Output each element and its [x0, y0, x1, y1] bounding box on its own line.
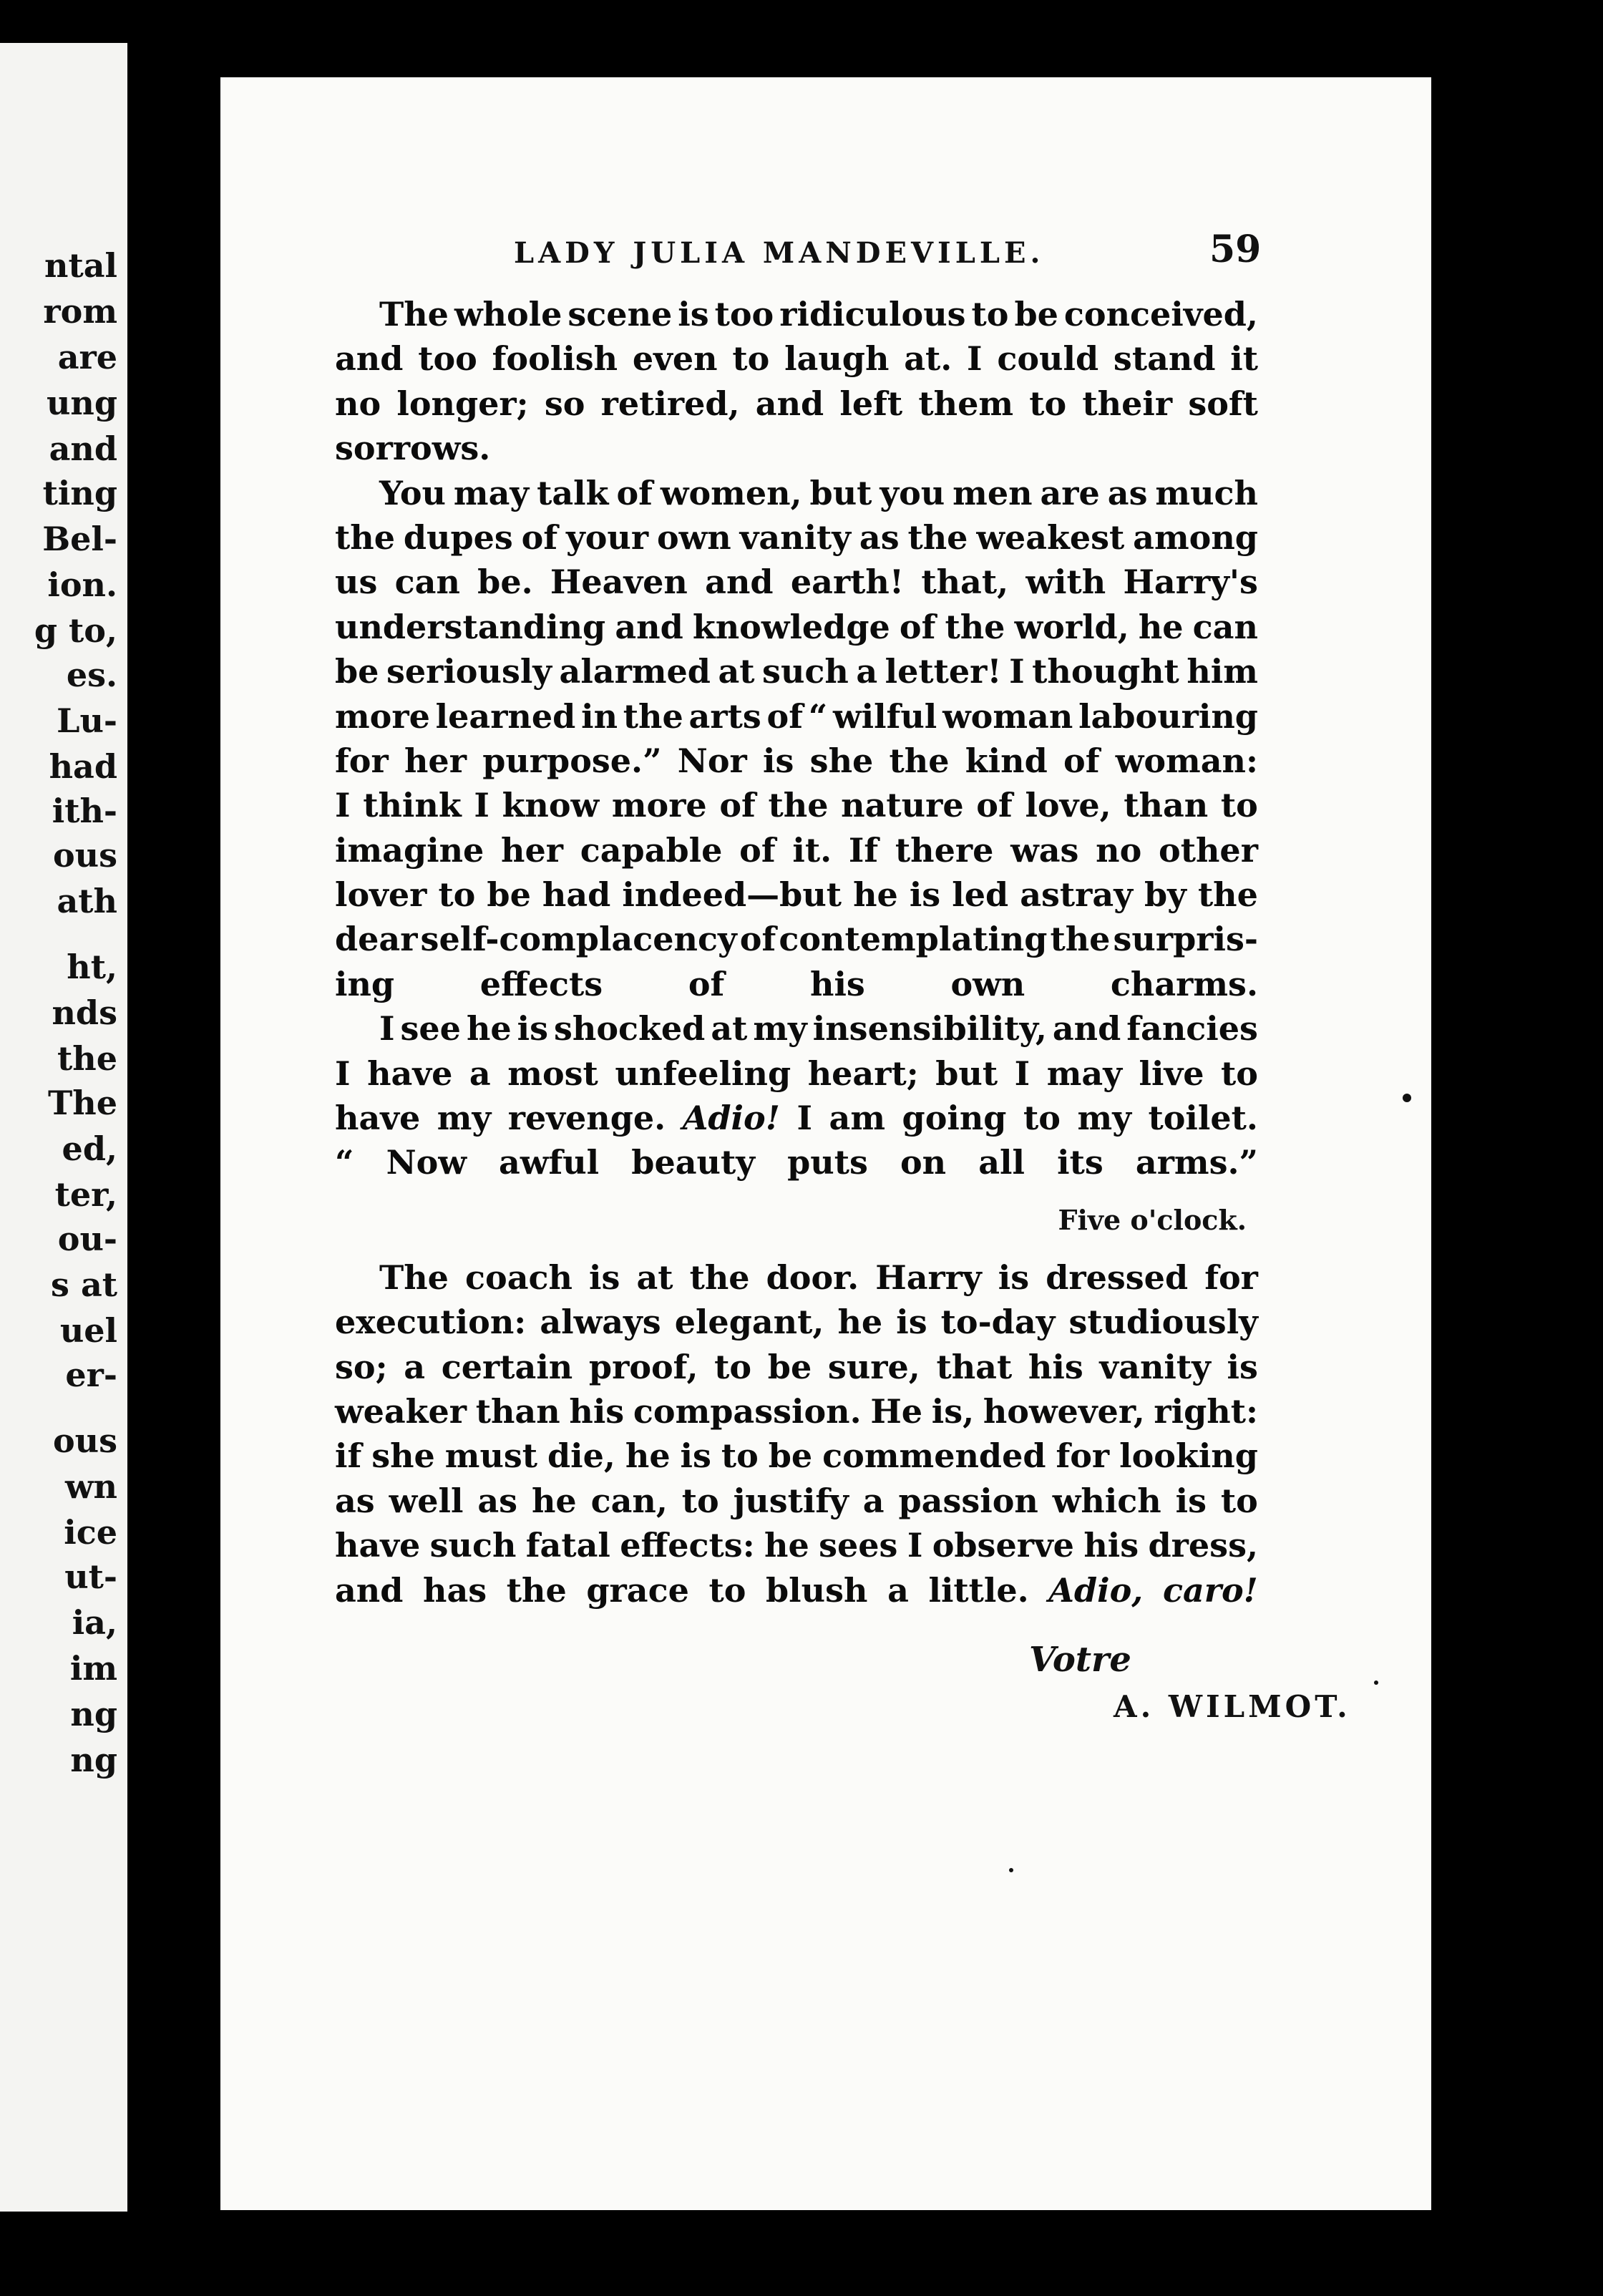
paragraph: [335, 1006, 1258, 1185]
book-page: [220, 77, 1431, 2210]
facing-page-text-fragment: ith-: [52, 792, 117, 830]
facing-page-text-fragment: nds: [52, 993, 117, 1032]
facing-page-text-fragment: The: [48, 1084, 117, 1122]
paragraph: [335, 471, 1258, 1007]
time-heading: Five o'clock.: [1058, 1203, 1247, 1236]
facing-page-text-fragment: ut-: [64, 1557, 117, 1596]
text-line: I think I know more of the nature of love, than to: [335, 786, 1258, 825]
text-line: ing effects of his own charms.: [335, 964, 1258, 1003]
facing-page-text-fragment: ia,: [72, 1603, 117, 1642]
facing-page-text-fragment: g to,: [34, 611, 117, 650]
text-line: imagine her capable of it. If there was no other: [335, 830, 1258, 870]
ink-speck: [1374, 1680, 1378, 1685]
text-line: understanding and knowledge of the world, he can: [335, 607, 1258, 646]
spacer: [335, 1241, 1258, 1255]
text-line: as well as he can, to justify a passion which is to: [335, 1481, 1258, 1520]
text-line: dear self-complacency of contemplating the surpris-: [335, 920, 1258, 959]
facing-page-text-fragment: ter,: [54, 1175, 117, 1214]
ink-speck: [1403, 1094, 1411, 1102]
text-line: lover to be had indeed—but he is led astray by the: [335, 875, 1258, 915]
facing-page-text-fragment: ou-: [57, 1220, 117, 1258]
text-line: if she must die, he is to be commended for looking: [335, 1436, 1258, 1476]
text-line: and has the grace to blush a little. Adio, caro!: [335, 1570, 1258, 1610]
text-line: sorrows.: [335, 429, 491, 468]
facing-page-text-fragment: Lu-: [57, 701, 117, 740]
running-title: LADY JULIA MANDEVILLE.: [514, 236, 1045, 270]
facing-page-text-fragment: Bel-: [42, 520, 117, 558]
facing-page-text-fragment: es.: [66, 656, 117, 694]
facing-page-text-fragment: and: [49, 429, 117, 468]
text-line: You may talk of women, but you men are as much: [379, 473, 1258, 512]
signature-name: A. WILMOT.: [1114, 1689, 1351, 1724]
facing-page-text-fragment: ntal: [44, 246, 117, 285]
paragraph: [335, 292, 1258, 471]
facing-page-text-fragment: ng: [70, 1695, 117, 1733]
text-line: have such fatal effects: he sees I observe his dress,: [335, 1526, 1258, 1565]
text-line: I have a most unfeeling heart; but I may live to: [335, 1054, 1258, 1093]
facing-page-text-fragment: ous: [52, 836, 117, 875]
signature-valediction: Votre: [1029, 1640, 1131, 1680]
facing-page-text-fragment: s at: [51, 1265, 117, 1304]
facing-page-text-fragment: rom: [43, 292, 117, 331]
text-line: the dupes of your own vanity as the weakest among: [335, 517, 1258, 557]
time-heading-row: [335, 1185, 1258, 1241]
text-line: The coach is at the door. Harry is dressed for: [379, 1258, 1258, 1297]
facing-page-fragment: [0, 43, 127, 2212]
facing-page-text-fragment: ion.: [47, 565, 117, 604]
facing-page-text-fragment: ting: [42, 474, 117, 512]
text-line: more learned in the arts of “ wilful woman labouring: [335, 696, 1258, 736]
text-line: I see he is shocked at my insensibility, and fancies: [379, 1009, 1258, 1049]
facing-page-text-fragment: ed,: [62, 1129, 117, 1168]
page-number: 59: [1209, 228, 1262, 271]
text-line: us can be. Heaven and earth! that, with Harry's: [335, 563, 1258, 602]
ink-speck: [1009, 1868, 1013, 1872]
facing-page-text-fragment: ng: [70, 1741, 117, 1779]
text-line: be seriously alarmed at such a letter! I thought him: [335, 652, 1258, 691]
text-line: for her purpose.” Nor is she the kind of woman:: [335, 741, 1258, 780]
text-line: “ Now awful beauty puts on all its arms.”: [335, 1143, 1258, 1182]
page-header: [220, 228, 1431, 283]
text-line: have my revenge. Adio! I am going to my toilet.: [335, 1099, 1258, 1138]
facing-page-text-fragment: had: [49, 747, 117, 786]
text-line: execution: always elegant, he is to-day studiously: [335, 1303, 1258, 1342]
facing-page-text-fragment: are: [57, 338, 117, 376]
facing-page-text-fragment: ice: [64, 1513, 117, 1552]
facing-page-text-fragment: wn: [64, 1467, 117, 1506]
facing-page-text-fragment: im: [69, 1649, 117, 1688]
facing-page-text-fragment: the: [57, 1039, 117, 1078]
text-line: weaker than his compassion. He is, however, right:: [335, 1391, 1258, 1431]
facing-page-text-fragment: uel: [59, 1311, 117, 1350]
text-line: and too foolish even to laugh at. I could stand it: [335, 339, 1258, 379]
facing-page-text-fragment: ous: [52, 1421, 117, 1460]
facing-page-text-fragment: ath: [57, 882, 117, 920]
text-line: The whole scene is too ridiculous to be conceived,: [379, 295, 1258, 334]
facing-page-text-fragment: ht,: [67, 948, 117, 986]
facing-page-text-fragment: er-: [65, 1356, 117, 1394]
text-line: so; a certain proof, to be sure, that his vanity is: [335, 1347, 1258, 1386]
book-gutter: [127, 29, 220, 2247]
facing-page-text-fragment: ung: [46, 384, 117, 422]
letter-body: [335, 292, 1258, 1612]
text-line: no longer; so retired, and left them to their soft: [335, 384, 1258, 423]
paragraph: [335, 1255, 1258, 1612]
